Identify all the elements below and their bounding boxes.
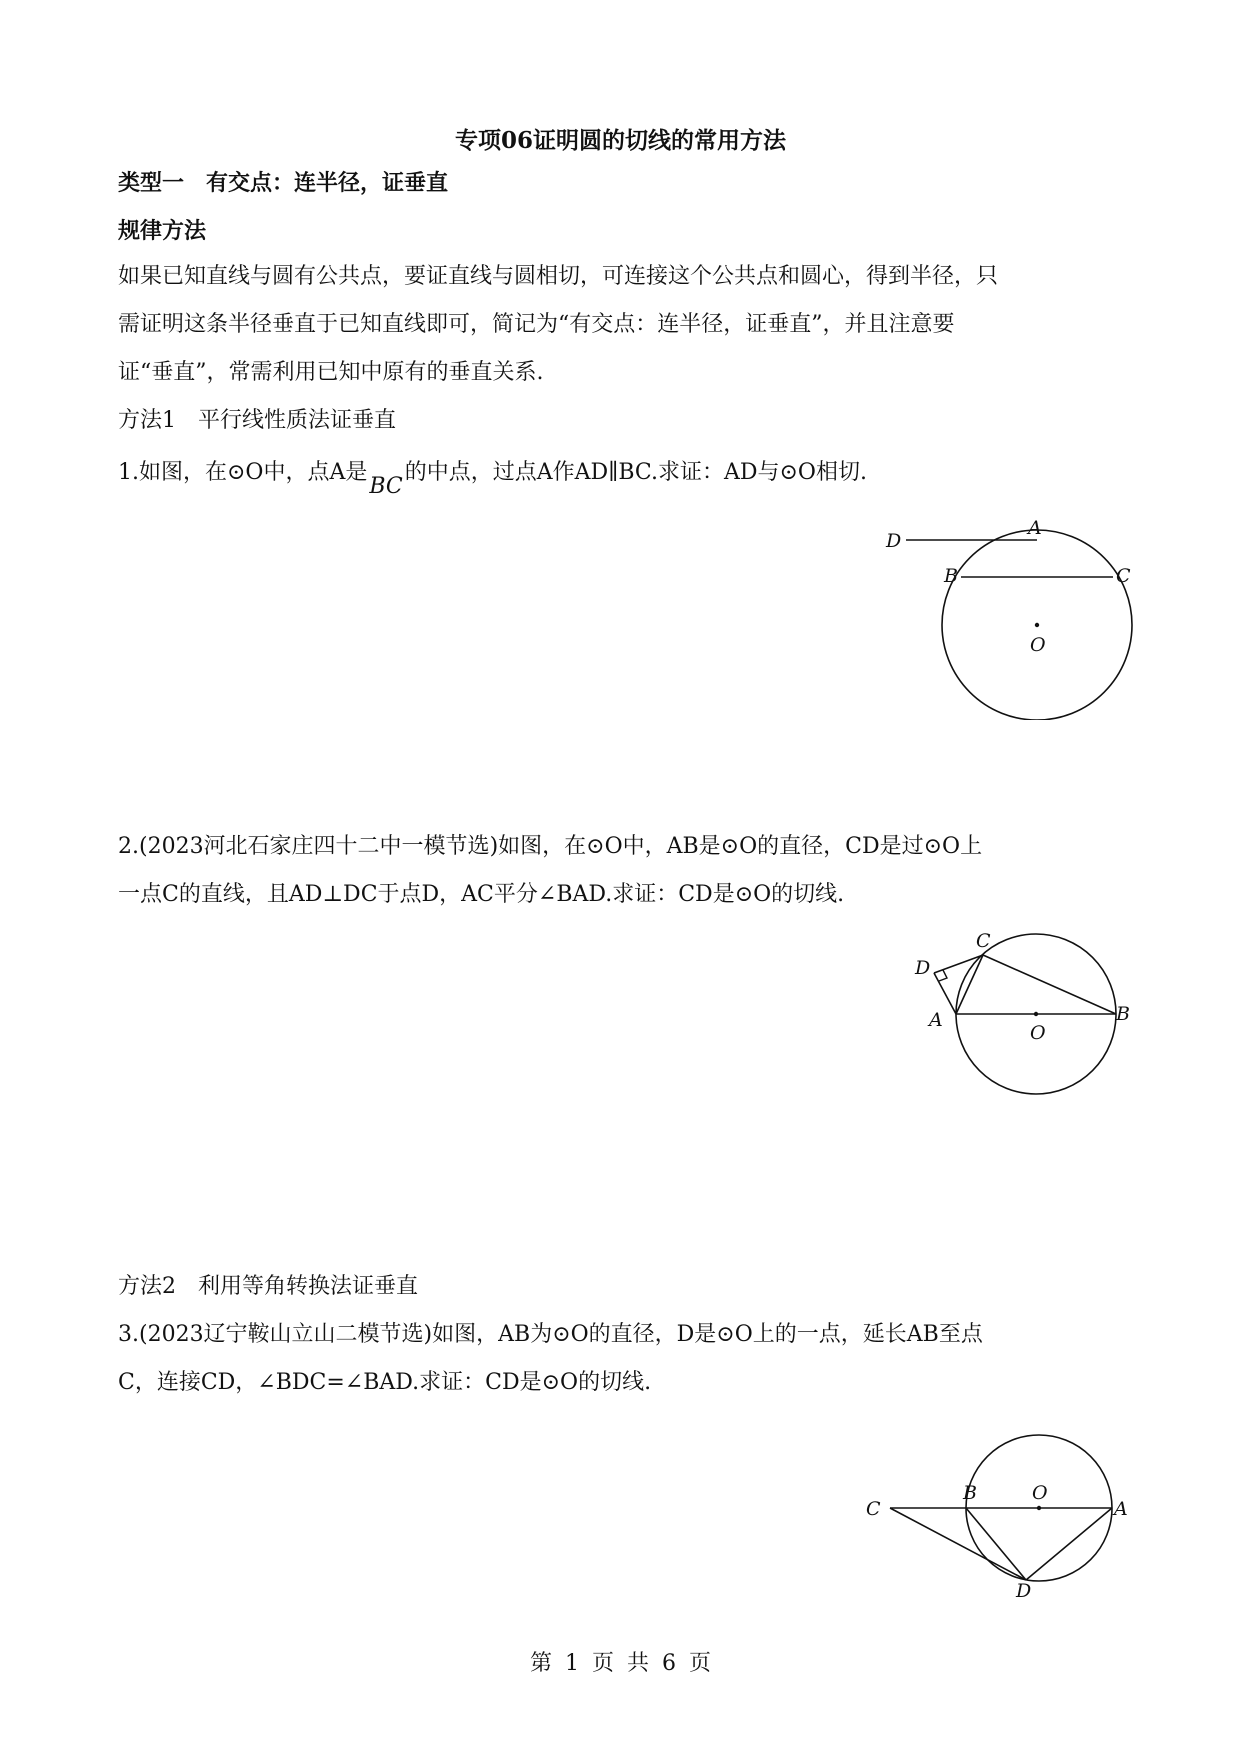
question-1-before: 1.如图，在⊙O中，点A是: [118, 460, 368, 485]
fig2-center-dot: [1034, 1012, 1038, 1016]
question-2-line-2: 一点C的直线，且AD⊥DC于点D，AC平分∠BAD.求证：CD是⊙O的切线.: [118, 882, 845, 907]
question-1-after: 的中点，过点A作AD∥BC.求证：AD与⊙O相切.: [404, 460, 867, 485]
fig3-label-a: A: [1114, 1498, 1128, 1520]
method1-heading: 方法1 平行线性质法证垂直: [118, 408, 396, 433]
rule-line-1: 如果已知直线与圆有公共点，要证直线与圆相切，可连接这个公共点和圆心，得到半径，只: [118, 264, 999, 289]
rule-line-2: 需证明这条半径垂直于已知直线即可，简记为“有交点：连半径，证垂直”，并且注意要: [118, 312, 955, 337]
figure-1: [870, 520, 1140, 720]
question-2-line-1: 2.(2023河北石家庄四十二中一模节选)如图，在⊙O中，AB是⊙O的直径，CD是过⊙O上: [118, 834, 983, 859]
fig3-chord-ad: [1026, 1508, 1112, 1580]
fig3-label-c: C: [866, 1498, 881, 1520]
fig1-center-dot: [1035, 623, 1039, 627]
question-1: [118, 458, 867, 499]
fig2-label-d: D: [915, 957, 931, 979]
fig2-label-o: O: [1030, 1022, 1046, 1044]
fig3-label-d: D: [1016, 1580, 1032, 1597]
question-3-line-2: C，连接CD，∠BDC=∠BAD.求证：CD是⊙O的切线.: [118, 1370, 652, 1395]
fig3-label-o: O: [1032, 1482, 1048, 1504]
fig2-label-a: A: [929, 1009, 943, 1031]
rule-heading: 规律方法: [118, 218, 207, 244]
fig2-right-angle-mark: [939, 970, 947, 981]
arc-bc-label: BC: [369, 474, 403, 499]
figure-3: [860, 1432, 1130, 1597]
fig2-label-b: B: [1116, 1003, 1130, 1025]
rule-line-3: 证“垂直”，常需利用已知中原有的垂直关系.: [118, 360, 544, 385]
fig3-line-cd: [890, 1508, 1026, 1580]
fig1-label-c: C: [1116, 565, 1131, 587]
fig1-label-b: B: [944, 565, 958, 587]
fig1-label-o: O: [1030, 634, 1046, 656]
question-3-line-1: 3.(2023辽宁鞍山立山二模节选)如图，AB为⊙O的直径，D是⊙O上的一点，延长AB至点: [118, 1322, 983, 1347]
fig2-chord-cb: [983, 955, 1116, 1014]
fig1-label-d: D: [886, 530, 902, 552]
figure-2: [905, 915, 1135, 1100]
method2-heading: 方法2 利用等角转换法证垂直: [118, 1274, 418, 1299]
page-title: 专项06证明圆的切线的常用方法: [454, 127, 786, 154]
page-footer: 第 1 页 共 6 页: [530, 1651, 711, 1676]
fig3-label-b: B: [963, 1482, 977, 1504]
type1-heading: 类型一 有交点：连半径，证垂直: [118, 170, 449, 196]
fig1-label-a: A: [1028, 520, 1042, 539]
fig3-center-dot: [1037, 1506, 1041, 1510]
fig2-label-c: C: [976, 930, 991, 952]
